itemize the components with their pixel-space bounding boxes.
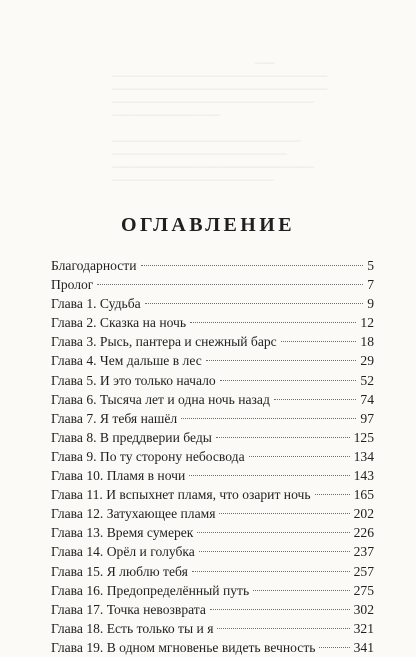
toc-entry: [51, 390, 374, 409]
bleed-through-text: ─── ──────────────────────────────── ──────────────────────────────── ────────────────────────────── ──────────────── ──────────────────────────── ────────────────────────── ────────────────────────────── ────────────────────────: [112, 59, 328, 186]
toc-entry-page-number: 52: [360, 372, 374, 388]
toc-entry-title: Глава 14. Орёл и голубка: [51, 544, 195, 560]
toc-entry: [51, 504, 374, 523]
toc-entry-title: Глава 2. Сказка на ночь: [51, 315, 187, 331]
toc-entry-title: Благодарности: [51, 258, 137, 273]
toc-entry-title: Глава 7. Я тебя нашёл: [51, 410, 178, 426]
dot-leader: [217, 628, 349, 629]
toc-entry-title: Глава 13. Время сумерек: [51, 525, 194, 541]
toc-entry: [51, 600, 374, 619]
toc-entry: [51, 351, 374, 370]
toc-entry: [51, 581, 374, 600]
toc-entry-title: Глава 11. И вспыхнет пламя, что озарит ночь: [51, 487, 311, 503]
table-of-contents: [51, 256, 374, 657]
page-title: ОГЛАВЛЕНИЕ: [121, 214, 295, 236]
toc-entry: [51, 523, 374, 542]
toc-entry-page-number: 202: [353, 506, 374, 522]
toc-entry: [51, 428, 374, 447]
toc-entry: [51, 294, 374, 313]
toc-entry: [51, 332, 374, 351]
toc-entry-page-number: 12: [360, 315, 374, 331]
toc-entry-page-number: 321: [353, 620, 374, 636]
toc-entry-page-number: 134: [353, 448, 374, 464]
toc-entry-page-number: 237: [353, 544, 374, 560]
dot-leader: [192, 571, 350, 572]
toc-entry-page-number: 74: [360, 391, 374, 407]
dot-leader: [219, 513, 349, 514]
toc-entry-title: Глава 18. Есть только ты и я: [51, 620, 214, 636]
toc-entry-title: Глава 10. Пламя в ночи: [51, 468, 186, 484]
toc-entry: [51, 409, 374, 428]
toc-entry: [51, 542, 374, 561]
toc-entry-title: Глава 19. В одном мгновенье видеть вечность: [51, 639, 316, 655]
toc-entry-title: Глава 9. По ту сторону небосвода: [51, 448, 245, 464]
toc-entry-page-number: 5: [367, 258, 374, 273]
toc-entry: [51, 275, 374, 294]
dot-leader: [274, 399, 357, 400]
dot-leader: [220, 380, 357, 381]
toc-entry: [51, 619, 374, 638]
dot-leader: [206, 360, 357, 361]
dot-leader: [210, 609, 350, 610]
toc-entry-page-number: 18: [360, 334, 374, 350]
toc-entry-page-number: 125: [353, 429, 374, 445]
dot-leader: [145, 303, 364, 304]
toc-entry-page-number: 143: [353, 468, 374, 484]
dot-leader: [190, 322, 356, 323]
dot-leader: [216, 437, 350, 438]
dot-leader: [197, 532, 349, 533]
toc-entry-page-number: 226: [353, 525, 374, 541]
dot-leader: [281, 341, 357, 342]
toc-entry-title: Глава 17. Точка невозврата: [51, 601, 206, 617]
toc-entry-page-number: 165: [353, 487, 374, 503]
toc-entry-page-number: 7: [367, 277, 374, 293]
toc-entry: [51, 256, 374, 275]
toc-entry-title: Глава 6. Тысяча лет и одна ночь назад: [51, 391, 270, 407]
toc-entry-title: Глава 4. Чем дальше в лес: [51, 353, 202, 369]
toc-entry-page-number: 9: [367, 296, 374, 312]
dot-leader: [315, 494, 350, 495]
toc-entry-title: Глава 1. Судьба: [51, 296, 141, 312]
toc-entry-title: Глава 15. Я люблю тебя: [51, 563, 188, 579]
toc-entry-page-number: 302: [353, 601, 374, 617]
dot-leader: [141, 265, 364, 266]
toc-entry-page-number: 29: [360, 353, 374, 369]
toc-entry: [51, 562, 374, 581]
dot-leader: [253, 590, 349, 591]
dot-leader: [319, 647, 349, 648]
toc-entry-title: Пролог: [51, 277, 94, 293]
dot-leader: [189, 475, 349, 476]
toc-entry-page-number: 97: [360, 410, 374, 426]
toc-entry-title: Глава 5. И это только начало: [51, 372, 216, 388]
toc-entry: [51, 371, 374, 390]
toc-entry-title: Глава 12. Затухающее пламя: [51, 506, 216, 522]
toc-entry: [51, 466, 374, 485]
dot-leader: [181, 418, 356, 419]
dot-leader: [249, 456, 350, 457]
toc-entry-title: Глава 3. Рысь, пантера и снежный барс: [51, 334, 277, 350]
toc-entry-page-number: 275: [353, 582, 374, 598]
toc-entry: [51, 485, 374, 504]
dot-leader: [97, 284, 363, 285]
toc-entry-title: Глава 16. Предопределённый путь: [51, 582, 250, 598]
toc-entry: [51, 447, 374, 466]
dot-leader: [199, 551, 350, 552]
toc-entry-page-number: 341: [353, 639, 374, 655]
toc-entry-page-number: 257: [353, 563, 374, 579]
toc-entry-title: Глава 8. В преддверии беды: [51, 429, 212, 445]
toc-entry: [51, 313, 374, 332]
